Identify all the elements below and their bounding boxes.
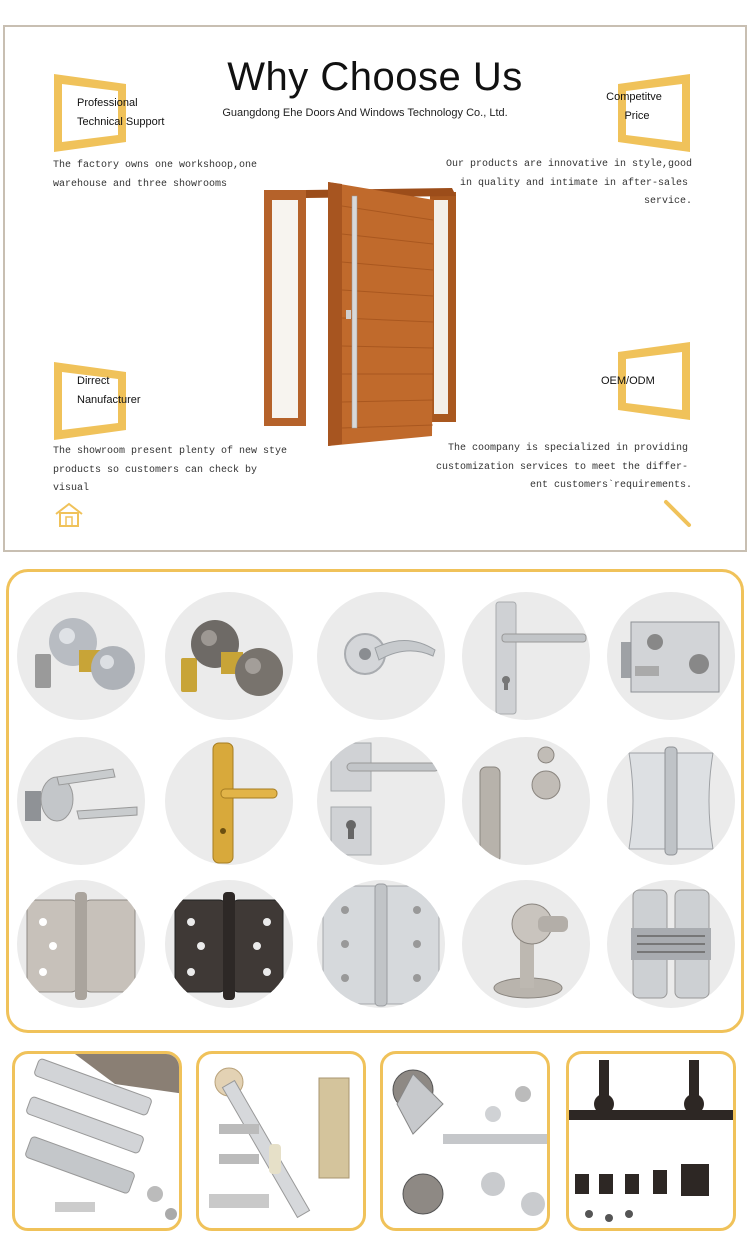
product-lever-plate-keyhole[interactable] bbox=[317, 737, 445, 865]
desc-line: The coompany is specialized in providing bbox=[447, 443, 688, 454]
feature-label-oem: OEM/ODM bbox=[601, 375, 655, 387]
product-hinge-satin-nickel[interactable] bbox=[17, 880, 145, 1008]
kit-glass-door-hardware[interactable] bbox=[380, 1051, 550, 1231]
feature-label-manufacturer bbox=[77, 372, 141, 410]
feature-desc-support bbox=[53, 157, 257, 194]
product-butterfly-hinge[interactable] bbox=[607, 737, 735, 865]
desc-line: Our products are innovative in style,good bbox=[445, 159, 692, 170]
feature-label-line: Nanufacturer bbox=[77, 394, 141, 406]
product-magnetic-door-stop[interactable] bbox=[462, 880, 590, 1008]
product-concealed-hinge[interactable] bbox=[607, 880, 735, 1008]
desc-line: The showroom present plenty of new stye bbox=[53, 446, 288, 457]
feature-label-line: Professional bbox=[77, 97, 138, 109]
kit-barn-door[interactable] bbox=[566, 1051, 736, 1231]
kit-sliding-fittings[interactable] bbox=[196, 1051, 366, 1231]
desc-line: visual bbox=[53, 483, 90, 494]
desc-line: The factory owns one workshoop,one bbox=[53, 160, 258, 171]
desc-line: in quality and intimate in after-sales bbox=[459, 177, 688, 189]
page-title: Why Choose Us bbox=[227, 55, 523, 99]
product-ornate-brass-handle[interactable] bbox=[165, 737, 293, 865]
feature-label-line: Dirrect bbox=[77, 375, 110, 387]
product-knob-lock-dark[interactable] bbox=[165, 592, 293, 720]
product-lever-rosette-satin[interactable] bbox=[17, 737, 145, 865]
product-hinge-oil-rubbed-bronze[interactable] bbox=[165, 880, 293, 1008]
product-knob-lock-satin[interactable] bbox=[17, 592, 145, 720]
product-lever-privacy-chrome[interactable] bbox=[317, 592, 445, 720]
desc-line: products so customers can check by bbox=[53, 464, 258, 476]
desc-line: customization services to meet the differ- bbox=[435, 461, 688, 473]
product-hinge-stainless[interactable] bbox=[317, 880, 445, 1008]
product-mortise-lock-body[interactable] bbox=[607, 592, 735, 720]
feature-desc-oem bbox=[430, 440, 692, 496]
house-icon bbox=[54, 502, 84, 528]
product-entry-handleset[interactable] bbox=[462, 737, 590, 865]
kit-sliding-rollers[interactable] bbox=[12, 1051, 182, 1231]
feature-label-line: Technical Support bbox=[77, 116, 165, 128]
feature-desc-price bbox=[430, 156, 692, 212]
desc-line: ent customers`requirements. bbox=[529, 480, 692, 491]
desc-line: service. bbox=[643, 196, 692, 207]
product-lever-plate-satin[interactable] bbox=[462, 592, 590, 720]
feature-desc-manufacturer bbox=[53, 443, 287, 499]
pivot-door-image bbox=[262, 178, 462, 450]
pencil-icon bbox=[662, 498, 694, 530]
company-name: Guangdong Ehe Doors And Windows Technology Co., Ltd. bbox=[222, 107, 508, 119]
feature-label-price bbox=[604, 88, 664, 126]
feature-label-support bbox=[77, 94, 164, 132]
feature-label-line: Competitve bbox=[606, 91, 662, 103]
desc-line: warehouse and three showrooms bbox=[53, 178, 228, 190]
feature-label-line: Price bbox=[624, 110, 650, 122]
